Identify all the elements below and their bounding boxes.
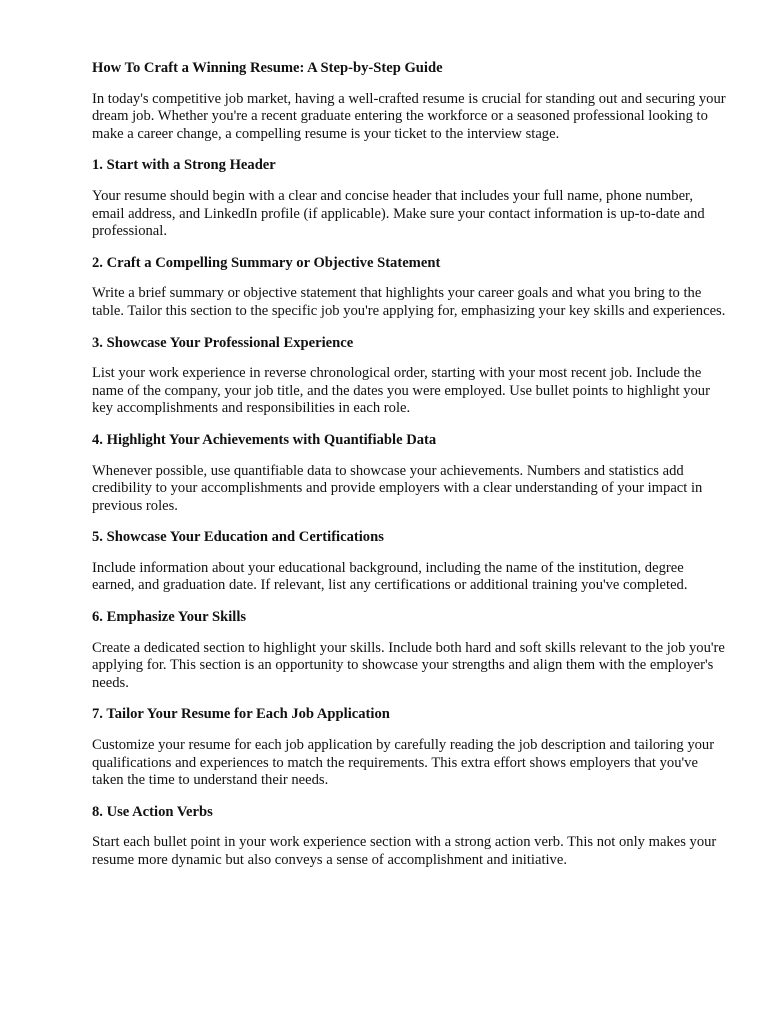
section-7 (92, 706, 728, 789)
section-1 (92, 157, 728, 240)
section-heading: 4. Highlight Your Achievements with Quantifiable Data (92, 431, 437, 448)
section-8 (92, 804, 728, 870)
section-heading: 3. Showcase Your Professional Experience (92, 334, 354, 351)
intro-paragraph: In today's competitive job market, having a well-crafted resume is crucial for standing out and securing your dream job. Whether you're a recent graduate entering the workforce or a seasoned professional looking to make a career change, a compelling resume is your ticket to the interview stage. (92, 90, 726, 142)
section-heading: 6. Emphasize Your Skills (92, 609, 247, 626)
section-3 (92, 335, 728, 418)
section-paragraph: Include information about your educational background, including the name of the institution, degree earned, and graduation date. If relevant, list any certifications or additional training you've completed. (92, 559, 688, 594)
section-heading: 8. Use Action Verbs (92, 803, 213, 820)
section-heading: 2. Craft a Compelling Summary or Objective Statement (92, 254, 441, 271)
section-paragraph: Write a brief summary or objective statement that highlights your career goals and what you bring to the table. Tailor this section to the specific job you're applying for, emphasizing your key skills and experiences. (92, 285, 726, 319)
section-heading: 5. Showcase Your Education and Certifications (92, 529, 384, 546)
section-heading: 7. Tailor Your Resume for Each Job Application (92, 706, 390, 723)
section-paragraph: Your resume should begin with a clear and concise header that includes your full name, phone number, email address, and LinkedIn profile (if applicable). Make sure your contact information is up-to-date and professional. (92, 187, 705, 240)
section-paragraph: Customize your resume for each job application by carefully reading the job description and tailoring your qualifications and experiences to match the requirements. This extra effort shows employers that you've taken the time to understand their needs. (92, 737, 715, 789)
section-2 (92, 255, 728, 321)
section-heading: 1. Start with a Strong Header (92, 157, 276, 174)
document-page (92, 60, 728, 884)
section-4 (92, 432, 728, 515)
section-5 (92, 529, 728, 595)
section-paragraph: Whenever possible, use quantifiable data to showcase your achievements. Numbers and statistics add credibility to your accomplishments and provide employers with a clear understanding of your impact in previous roles. (92, 462, 703, 514)
section-paragraph: Create a dedicated section to highlight your skills. Include both hard and soft skills relevant to the job you're applying for. This section is an opportunity to showcase your strengths and align them with the employer's needs. (92, 639, 725, 691)
section-6 (92, 609, 728, 692)
section-paragraph: Start each bullet point in your work experience section with a strong action verb. This not only makes your resume more dynamic but also conveys a sense of accomplishment and initiative. (92, 834, 717, 868)
document-title: How To Craft a Winning Resume: A Step-by-Step Guide (92, 60, 443, 76)
section-paragraph: List your work experience in reverse chronological order, starting with your most recent job. Include the name of the company, your job title, and the dates you were employed. Use bullet points to highlight your key accomplishments and responsibilities in each role. (92, 365, 710, 417)
